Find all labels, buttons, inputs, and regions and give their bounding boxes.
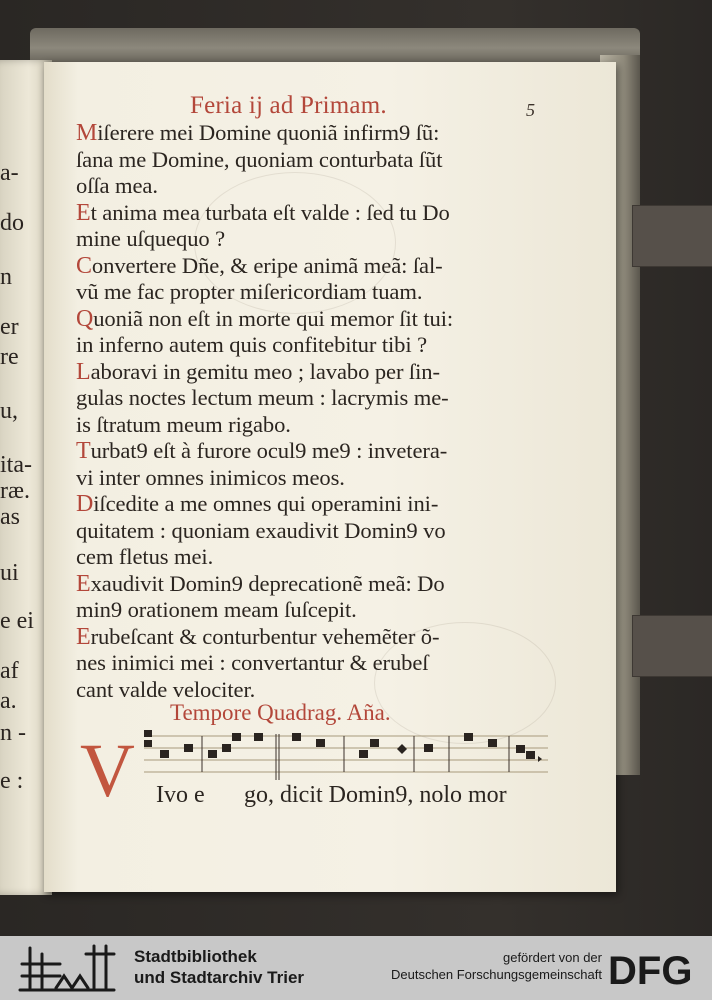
rubric-initial: L [76, 358, 91, 385]
verse-line: ſana me Domine, quoniam conturbata ſũt [76, 146, 443, 172]
verse [76, 571, 554, 624]
dfg-logo [608, 950, 706, 988]
verse-line [76, 571, 554, 598]
verse-line [76, 306, 554, 333]
verse-line: in inferno autem quis confitebitur tibi ? [76, 332, 428, 357]
verse-line-text: uoniã non eſt in morte qui memor ſit tui: [93, 305, 454, 331]
chant-initial: V [80, 729, 135, 813]
funding-note [391, 949, 602, 983]
verse-line-text: t anima mea turbata eſt valde : ſed tu Do [90, 199, 450, 225]
verse [76, 624, 554, 704]
page-heading: Feria ij ad Primam. [190, 92, 387, 119]
rubric-initial: T [76, 438, 91, 464]
note [316, 739, 325, 747]
rubric-initial: M [76, 120, 98, 146]
note [424, 744, 433, 752]
verse-line-text: rubeſcant & conturbentur vehemẽter õ- [90, 623, 440, 649]
note-rhombus [397, 744, 407, 754]
note [254, 733, 263, 741]
verse-line-text: aboravi in gemitu meo ; lavabo per ſin- [90, 358, 440, 384]
verse-line-text: iſcedite a me omnes qui operamini ini- [93, 491, 439, 516]
clef [144, 730, 152, 737]
left-fragment: e ei [0, 608, 34, 634]
verse [76, 438, 554, 491]
left-fragment: e : [0, 768, 24, 794]
verse-line [76, 491, 554, 518]
bar-lines [202, 734, 509, 780]
note [488, 739, 497, 747]
note [359, 750, 368, 758]
left-fragment: a. [0, 688, 17, 714]
verse [76, 120, 554, 200]
rubric-initial: E [76, 199, 91, 226]
verse-line [76, 359, 554, 386]
note [516, 745, 525, 753]
verse-line: mine uſquequo ? [76, 226, 226, 251]
rubric-initial: E [76, 623, 91, 650]
note [370, 739, 379, 747]
verse-line: gulas noctes lectum meum : lacrymis me- [76, 385, 449, 410]
left-fragment: er [0, 314, 19, 340]
rubric-initial: Q [76, 305, 94, 332]
verse-line: min9 orationem meam ſuſcepit. [76, 597, 357, 622]
verse-line-text: urbat9 eſt à furore ocul9 me9 : invetera- [90, 438, 448, 463]
note [292, 733, 301, 741]
verse-line-text: iſerere mei Domine quoniã infirm9 ſũ: [97, 120, 440, 145]
library-name [134, 946, 304, 988]
left-fragment: af [0, 658, 19, 684]
verse-line-text: onvertere Dñe, & eripe animã meã: ſal- [91, 252, 443, 278]
staff-lines [144, 736, 548, 772]
note [208, 750, 217, 758]
custos [538, 756, 542, 762]
neumes [144, 730, 542, 762]
note [222, 744, 231, 752]
funding-line: Deutschen Forschungsgemeinschaft [390, 967, 602, 982]
verse-line [76, 200, 554, 227]
folio-number: 5 [526, 100, 535, 120]
left-fragment: n [0, 264, 12, 290]
verse-line [76, 253, 554, 280]
left-fragment: u, [0, 398, 18, 424]
verse-line: vi inter omnes inimicos meos. [76, 464, 345, 490]
verse-line: is ſtratum meum rigabo. [76, 411, 291, 437]
psalm-text [76, 120, 554, 703]
clasp-strap [632, 205, 712, 267]
verse-line [76, 120, 554, 147]
verse [76, 200, 554, 253]
note [526, 751, 535, 759]
verse-line [76, 438, 554, 465]
left-fragment: ita- [0, 452, 32, 478]
verse-line-text: xaudivit Domin9 deprecationẽ meã: Do [90, 570, 445, 596]
left-fragment: ræ. [0, 478, 30, 504]
note [160, 750, 169, 758]
verse-line [76, 624, 554, 651]
rubric-initial: C [76, 252, 92, 279]
verse-line: oſſa mea. [76, 173, 158, 198]
verse [76, 359, 554, 439]
verse [76, 253, 554, 306]
left-fragment: re [0, 344, 19, 370]
verse [76, 306, 554, 359]
library-line: Stadtbibliothek [134, 947, 257, 966]
chant-staff [144, 730, 548, 782]
funding-line: gefördert von der [502, 950, 602, 965]
dfg-logo-text: DFG [608, 950, 693, 988]
rubric-initial: D [76, 491, 94, 517]
antiphon-heading: Tempore Quadrag. Aña. [170, 700, 391, 725]
footer-bar [0, 936, 712, 1000]
left-fragment: ui [0, 560, 19, 586]
note [232, 733, 241, 741]
verse-line: vũ me fac propter miſericordiam tuam. [76, 279, 423, 304]
verse-line: nes inimici mei : convertantur & erubeſ [76, 650, 429, 675]
chant-lyric: Ivo e [156, 782, 205, 808]
verse [76, 491, 554, 571]
verse-line: cant valde velociter. [76, 676, 256, 702]
left-fragment: as [0, 504, 20, 530]
verse-line: quitatem : quoniam exaudivit Domin9 vo [76, 517, 446, 543]
chant-lyric: go, dicit Domin9, nolo mor [244, 782, 507, 808]
clasp-strap [632, 615, 712, 677]
left-fragment: n - [0, 720, 26, 746]
stadtbibliothek-trier-logo [16, 940, 116, 996]
left-fragment: do [0, 210, 24, 236]
library-line: und Stadtarchiv Trier [134, 968, 305, 987]
rubric-initial: E [76, 570, 91, 597]
note [184, 744, 193, 752]
verse-line: cem fletus mei. [76, 544, 214, 569]
clef [144, 740, 152, 747]
left-fragment: a- [0, 160, 19, 186]
note [464, 733, 473, 741]
